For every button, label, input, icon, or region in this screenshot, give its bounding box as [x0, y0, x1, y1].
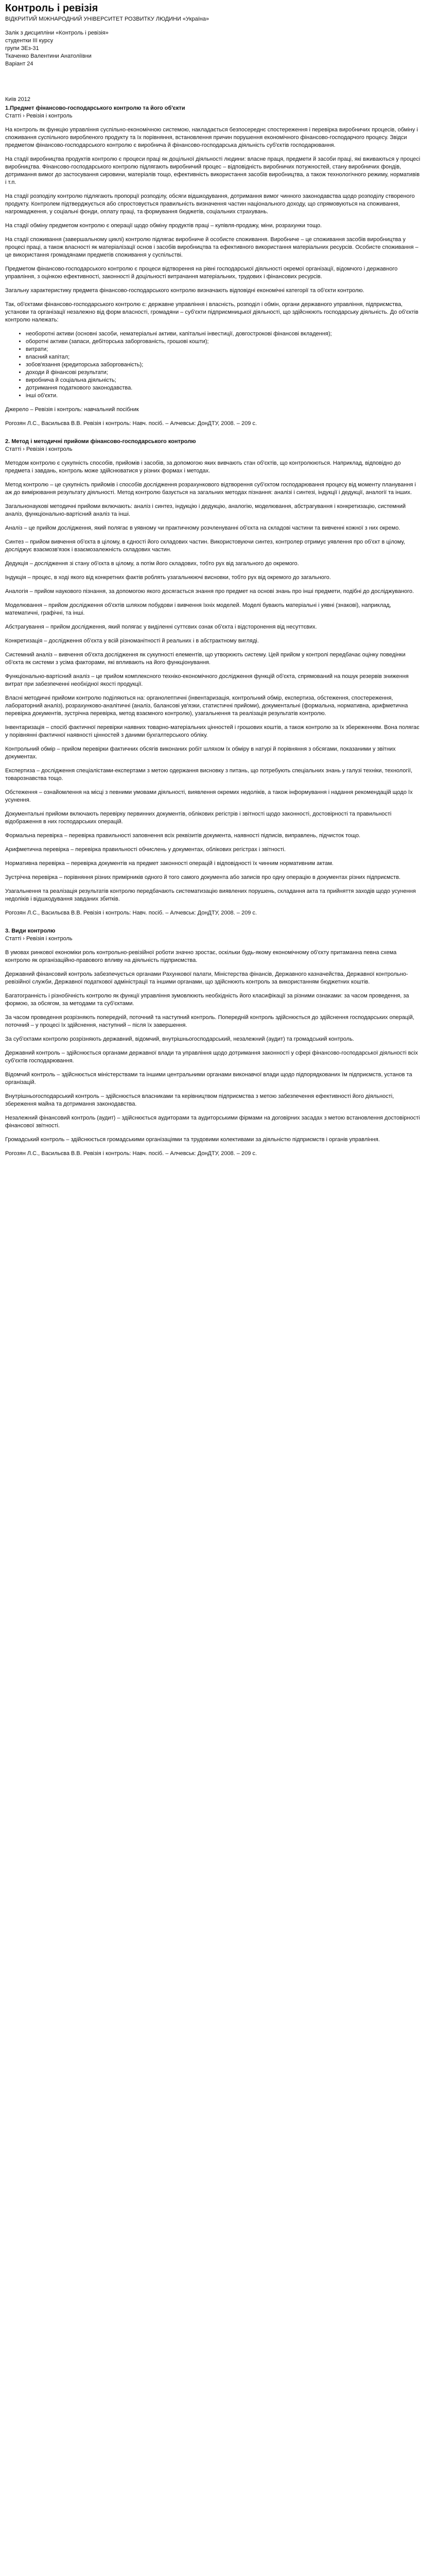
section-breadcrumb[interactable]: Статті › Ревізія і контроль	[5, 446, 73, 452]
paragraph: Нормативна перевірка – перевірка документів на предмет законності операцій і відповідності їх чинним нормативним актам.	[5, 860, 334, 867]
paragraph: Внутрішньогосподарський контроль – здійснюється власниками та керівництвом підприємства з метою забезпечення ефективності його діяльності, збереження майна та дотримання законодавства.	[5, 1093, 394, 1107]
section	[5, 927, 421, 1158]
paragraph: На стадії споживання (завершальному циклі) контролю підлягає виробниче й особисте споживання. Виробниче – це споживання засобів виробництва у процесі праці, а також власності як матеріалізації основ і засобів виробництва та ефективного використання матеріальних ресурсів. Особисте споживання – це використання громадянами предметів споживання у суспільстві.	[5, 236, 418, 258]
paragraph: Абстрагування – прийом дослідження, який полягає у виділенні суттєвих ознак об'єкта і відсторонення від несуттєвих.	[5, 624, 317, 630]
paragraph: Зустрічна перевірка – порівняння різних примірників одного й того самого документа або записів про одну операцію в документах різних підприємств.	[5, 874, 401, 880]
meta-line: Варіант 24	[5, 61, 33, 67]
paragraph: Документальні прийоми включають перевірку первинних документів, облікових регістрів і звітності щодо законності, достовірності та правильності відображення в них господарських операцій.	[5, 811, 392, 825]
list-item: • оборотні активи (запаси, дебіторська заборгованість, грошові кошти);	[26, 338, 421, 346]
document-title: Контроль і ревізія	[5, 3, 98, 14]
meta-line: Залік з дисципліни «Контроль і ревізія»	[5, 30, 109, 36]
paragraph: Незалежний фінансовий контроль (аудит) – здійснюється аудиторами та аудиторськими фірмами на договірних засадах з метою встановлення достовірності фінансової звітності.	[5, 1115, 420, 1129]
paragraph: Власні методичні прийоми контролю поділяються на: органолептичні (інвентаризація, контрольний обмір, експертиза, обстеження, спостереження, лабораторний аналіз), розрахунково-аналітичні (аналіз, балансові ув'язки, статистичні прийоми), документальні (формальна, нормативна, арифметична перевірка документів, зустрічна перевірка, метод взаємного контролю), узагальнення та реалізація результатів контролю.	[5, 695, 408, 717]
city-year: Київ 2012	[5, 96, 30, 103]
paragraph: В умовах ринкової економіки роль контрольно-ревізійної роботи значно зростає, оскільки будь-якому економічному об'єкту притаманна певна схема контролю як організаційно-правового впливу на діяльність підприємства.	[5, 950, 397, 963]
section-title: 1.Предмет фінансово-господарського контролю та його об'єкти	[5, 105, 185, 111]
paragraph: Експертиза – дослідження спеціалістами-експертами з метою одержання висновку з питань, що потребують спеціальних знань у галузі техніки, технології, товарознавства тощо.	[5, 768, 413, 782]
paragraph: Конкретизація – дослідження об'єкта у всій різноманітності й реальних і в абстрактному вигляді.	[5, 638, 259, 644]
paragraph: Інвентаризація – спосіб фактичної перевірки наявних товарно-матеріальних цінностей і грошових коштів, а також контролю за їх збереженням. Вона полягає у порівнянні фактичної наявності цінностей з даними бухгалтерського обліку.	[5, 724, 420, 738]
sections-container	[5, 105, 421, 1158]
list-item: • виробнича й соціальна діяльність;	[26, 377, 421, 384]
meta-line: Ткаченко Валентини Анатоліївни	[5, 53, 92, 59]
paragraph: Так, об'єктами фінансово-господарського контролю є: державне управління і власність, розподіл і обмін, органи державного управління, підприємства, установи та організації незалежно від форм власності, громадяни – суб'єкти підприємницької діяльності, що здійснюють господарську діяльність. До об'єктів контролю належать:	[5, 301, 418, 323]
paragraph: На контроль як функцію управління суспільно-економічною системою, накладається безпосереднє спостереження і перевірка виробничих процесів, обміну і споживання суспільного виробленого продукту та їх порівняння, встановлення причин порушення економічного фінансово-господарчого процесу. Звідси предметом фінансово-господарського контролю є виробнича й фінансово-господарська діяльність суб'єктів господарювання.	[5, 127, 418, 148]
meta-line: студентки III курсу	[5, 38, 54, 44]
paragraph: Обстеження – ознайомлення на місці з певними умовами діяльності, виявлення окремих недоліків, а також інформування і надання рекомендацій щодо їх усунення.	[5, 789, 413, 803]
paragraph: Моделювання – прийом дослідження об'єктів шляхом побудови і вивчення їхніх моделей. Моделі бувають матеріальні і уявні (знакові), наприклад, математичні, графічні, та інші.	[5, 602, 391, 616]
paragraph: Індукція – процес, в ході якого від конкретних фактів роблять узагальнюючі висновки, тобто рух від окремого до загального.	[5, 574, 331, 581]
list-item: • доходи й фінансові результати;	[26, 369, 421, 377]
paragraph: За часом проведення розрізняють попередній, поточний та наступний контроль. Попередній контроль здійснюється до здійснення господарських операцій, поточний – у процесі їх здійснення, наступний – після їх завершення.	[5, 1014, 414, 1028]
paragraph: Аналіз – це прийом дослідження, який полягає в уявному чи практичному розчленуванні об'єкта на складові частини та вивченні кожної з них окремо.	[5, 525, 400, 531]
paragraph: Формальна перевірка – перевірка правильності заповнення всіх реквізитів документа, наявності підписів, виправлень, підчисток тощо.	[5, 833, 361, 839]
section	[5, 105, 421, 428]
student-info	[5, 29, 421, 68]
document-page	[0, 0, 426, 1158]
paragraph: Джерело – Ревізія і контроль: навчальний посібник	[5, 406, 139, 413]
paragraph: Синтез – прийом вивчення об'єкта в цілому, в єдності його складових частин. Використовуючи синтез, контролер отримує уявлення про об'єкт в цілому, досліджує взаємозв'язок і взаємозалежність складових частин.	[5, 539, 405, 553]
paragraph: Багатогранність і різнобічність контролю як функції управління зумовлюють необхідність його класифікації за різними ознаками: за часом проведення, за формою, за обсягом, за методами та суб'єктами.	[5, 993, 409, 1007]
paragraph: Загальну характеристику предмета фінансово-господарського контролю визначають відповідні економічні категорії та об'єкти контролю.	[5, 287, 364, 294]
paragraph: Метод контролю – це сукупність прийомів і способів дослідження розрахункового відтворення суб'єктом господарювання процесу від моменту планування і аж до вимірювання результату діяльності. Метод контролю базується на загальних методах пізнання: аналізі і синтезі, індукції і дедукції, аналогії та інших.	[5, 482, 416, 496]
list-item: • дотримання податкового законодавства.	[26, 384, 421, 392]
section-breadcrumb[interactable]: Статті › Ревізія і контроль	[5, 936, 73, 942]
paragraph: Системний аналіз – вивчення об'єкта дослідження як сукупності елементів, що утворюють систему. Цей прийом у контролі передбачає оцінку поведінки об'єкта як системи з усіма факторами, які впливають на його функціонування.	[5, 652, 406, 666]
section-title: 2. Метод і методичні прийоми фінансово-господарського контролю	[5, 438, 196, 445]
section-reference: Рогозян Л.С., Васильєва В.В. Ревізія і контроль: Навч. посіб. – Алчевськ: ДонДТУ, 2008. – 209 с.	[5, 1150, 257, 1157]
paragraph: Відомчий контроль – здійснюється міністерствами та іншими центральними органами виконавчої влади щодо підпорядкованих їм підприємств, установ та організацій.	[5, 1072, 412, 1086]
list-item: • зобов'язання (кредиторська заборгованість);	[26, 361, 421, 369]
paragraph: Аналогія – прийом наукового пізнання, за допомогою якого досягається знання про предмет на основі знань про інші предмети, подібні до досліджуваного.	[5, 588, 414, 595]
paragraph: Методом контролю є сукупність способів, прийомів і засобів, за допомогою яких вивчають стан об'єктів, що контролюються. Наприклад, відповідно до предмета і завдань, контроль може здійснюватися у різних формах і методах.	[5, 460, 401, 474]
paragraph: Узагальнення та реалізація результатів контролю передбачають систематизацію виявлених порушень, складання акта та прийняття заходів щодо усунення недоліків і відшкодування завданих збитків.	[5, 888, 416, 902]
bullet-list	[5, 330, 421, 400]
paragraph: Контрольний обмір – прийом перевірки фактичних обсягів виконаних робіт шляхом їх обміру в натурі й порівняння з обсягами, показаними у звітних документах.	[5, 746, 396, 760]
university-name: ВІДКРИТИЙ МІЖНАРОДНИЙ УНІВЕРСИТЕТ РОЗВИТКУ ЛЮДИНИ «Україна»	[5, 16, 209, 22]
paragraph: Функціонально-вартісний аналіз – це прийом комплексного техніко-економічного дослідження функцій об'єкта, спрямований на пошук резервів зниження витрат при забезпеченні необхідної якості продукції.	[5, 673, 409, 687]
list-item: • витрати;	[26, 346, 421, 353]
meta-line: групи ЗЕз-31	[5, 45, 39, 52]
list-item: • необоротні активи (основні засоби, нематеріальні активи, капітальні інвестиції, довгострокові фінансові вкладення);	[26, 330, 421, 338]
paragraph: На стадії обміну предметом контролю є операції щодо обміну продуктів праці – купівля-продажу, міни, розрахунки тощо.	[5, 223, 322, 229]
section-reference: Рогозян Л.С., Васильєва В.В. Ревізія і контроль: Навч. посіб. – Алчевськ: ДонДТУ, 2008. – 209 с.	[5, 910, 257, 916]
section-title: 3. Види контролю	[5, 928, 56, 934]
section-breadcrumb[interactable]: Статті › Ревізія і контроль	[5, 113, 73, 119]
list-item: • інші об'єкти.	[26, 392, 421, 400]
paragraph: Державний контроль – здійснюється органами державної влади та управління щодо дотримання законності у сфері фінансово-господарської діяльності всіх суб'єктів господарювання.	[5, 1050, 418, 1064]
section	[5, 438, 421, 917]
section-reference: Рогозян Л.С., Васильєва В.В. Ревізія і контроль: Навч. посіб. – Алчевськ: ДонДТУ, 2008. – 209 с.	[5, 420, 257, 427]
paragraph: На стадії розподілу контролю підлягають пропорції розподілу, обсяги відшкодування, дотримання вимог чинного законодавства щодо розподілу створеного продукту. Контролем підтверджується або спростовується правильність визначення частин національного доходу, що спрямовуються на споживання, нагромадження, у соціальні фонди, оплату праці, та формування бюджетів, соціальних страхувань.	[5, 193, 415, 215]
paragraph: Дедукція – дослідження зі стану об'єкта в цілому, а потім його складових, тобто рух від загального до окремого.	[5, 561, 299, 567]
paragraph: Державний фінансовий контроль забезпечується органами Рахункової палати, Міністерства фінансів, Державного казначейства, Державної контрольно-ревізійної служби, Державної податкової адміністрації та іншими органами, що здійснюють контроль за використанням бюджетних коштів.	[5, 971, 408, 985]
paragraph: За суб'єктами контролю розрізняють державний, відомчий, внутрішньогосподарський, незалежний (аудит) та громадський контроль.	[5, 1036, 354, 1042]
list-item: • власний капітал;	[26, 353, 421, 361]
paragraph: Загальнонаукові методичні прийоми включають: аналіз і синтез, індукцію і дедукцію, аналогію, моделювання, абстрагування і конкретизацію, системний аналіз, функціонально-вартісний аналіз та інші.	[5, 503, 406, 517]
paragraph: Громадський контроль – здійснюється громадськими організаціями та трудовими колективами за діяльністю підприємств і органів управління.	[5, 1137, 380, 1143]
paragraph: Предметом фінансово-господарського контролю є процеси відтворення на рівні господарської діяльності окремої організації, відомчого і державного управління, з оцінкою ефективності, законності й доцільності витрачання матеріальних, трудових і фінансових ресурсів.	[5, 266, 398, 280]
paragraph: На стадії виробництва продуктів контролю є процеси праці як доцільної діяльності людини: власне праця, предмети й засоби праці, які вживаються у процесі виробництва. Фінансово-господарського контролю підлягають виробничий процес – відповідність виробничих потужностей, стану виробничих фондів, дотримання вимог до застосування сировини, матеріалів тощо, ефективність використання засобів виробництва, а також технологічного режиму, нормативів і т.п.	[5, 156, 421, 185]
paragraph: Арифметична перевірка – перевірка правильності обчислень у документах, облікових регістрах і звітності.	[5, 846, 286, 853]
